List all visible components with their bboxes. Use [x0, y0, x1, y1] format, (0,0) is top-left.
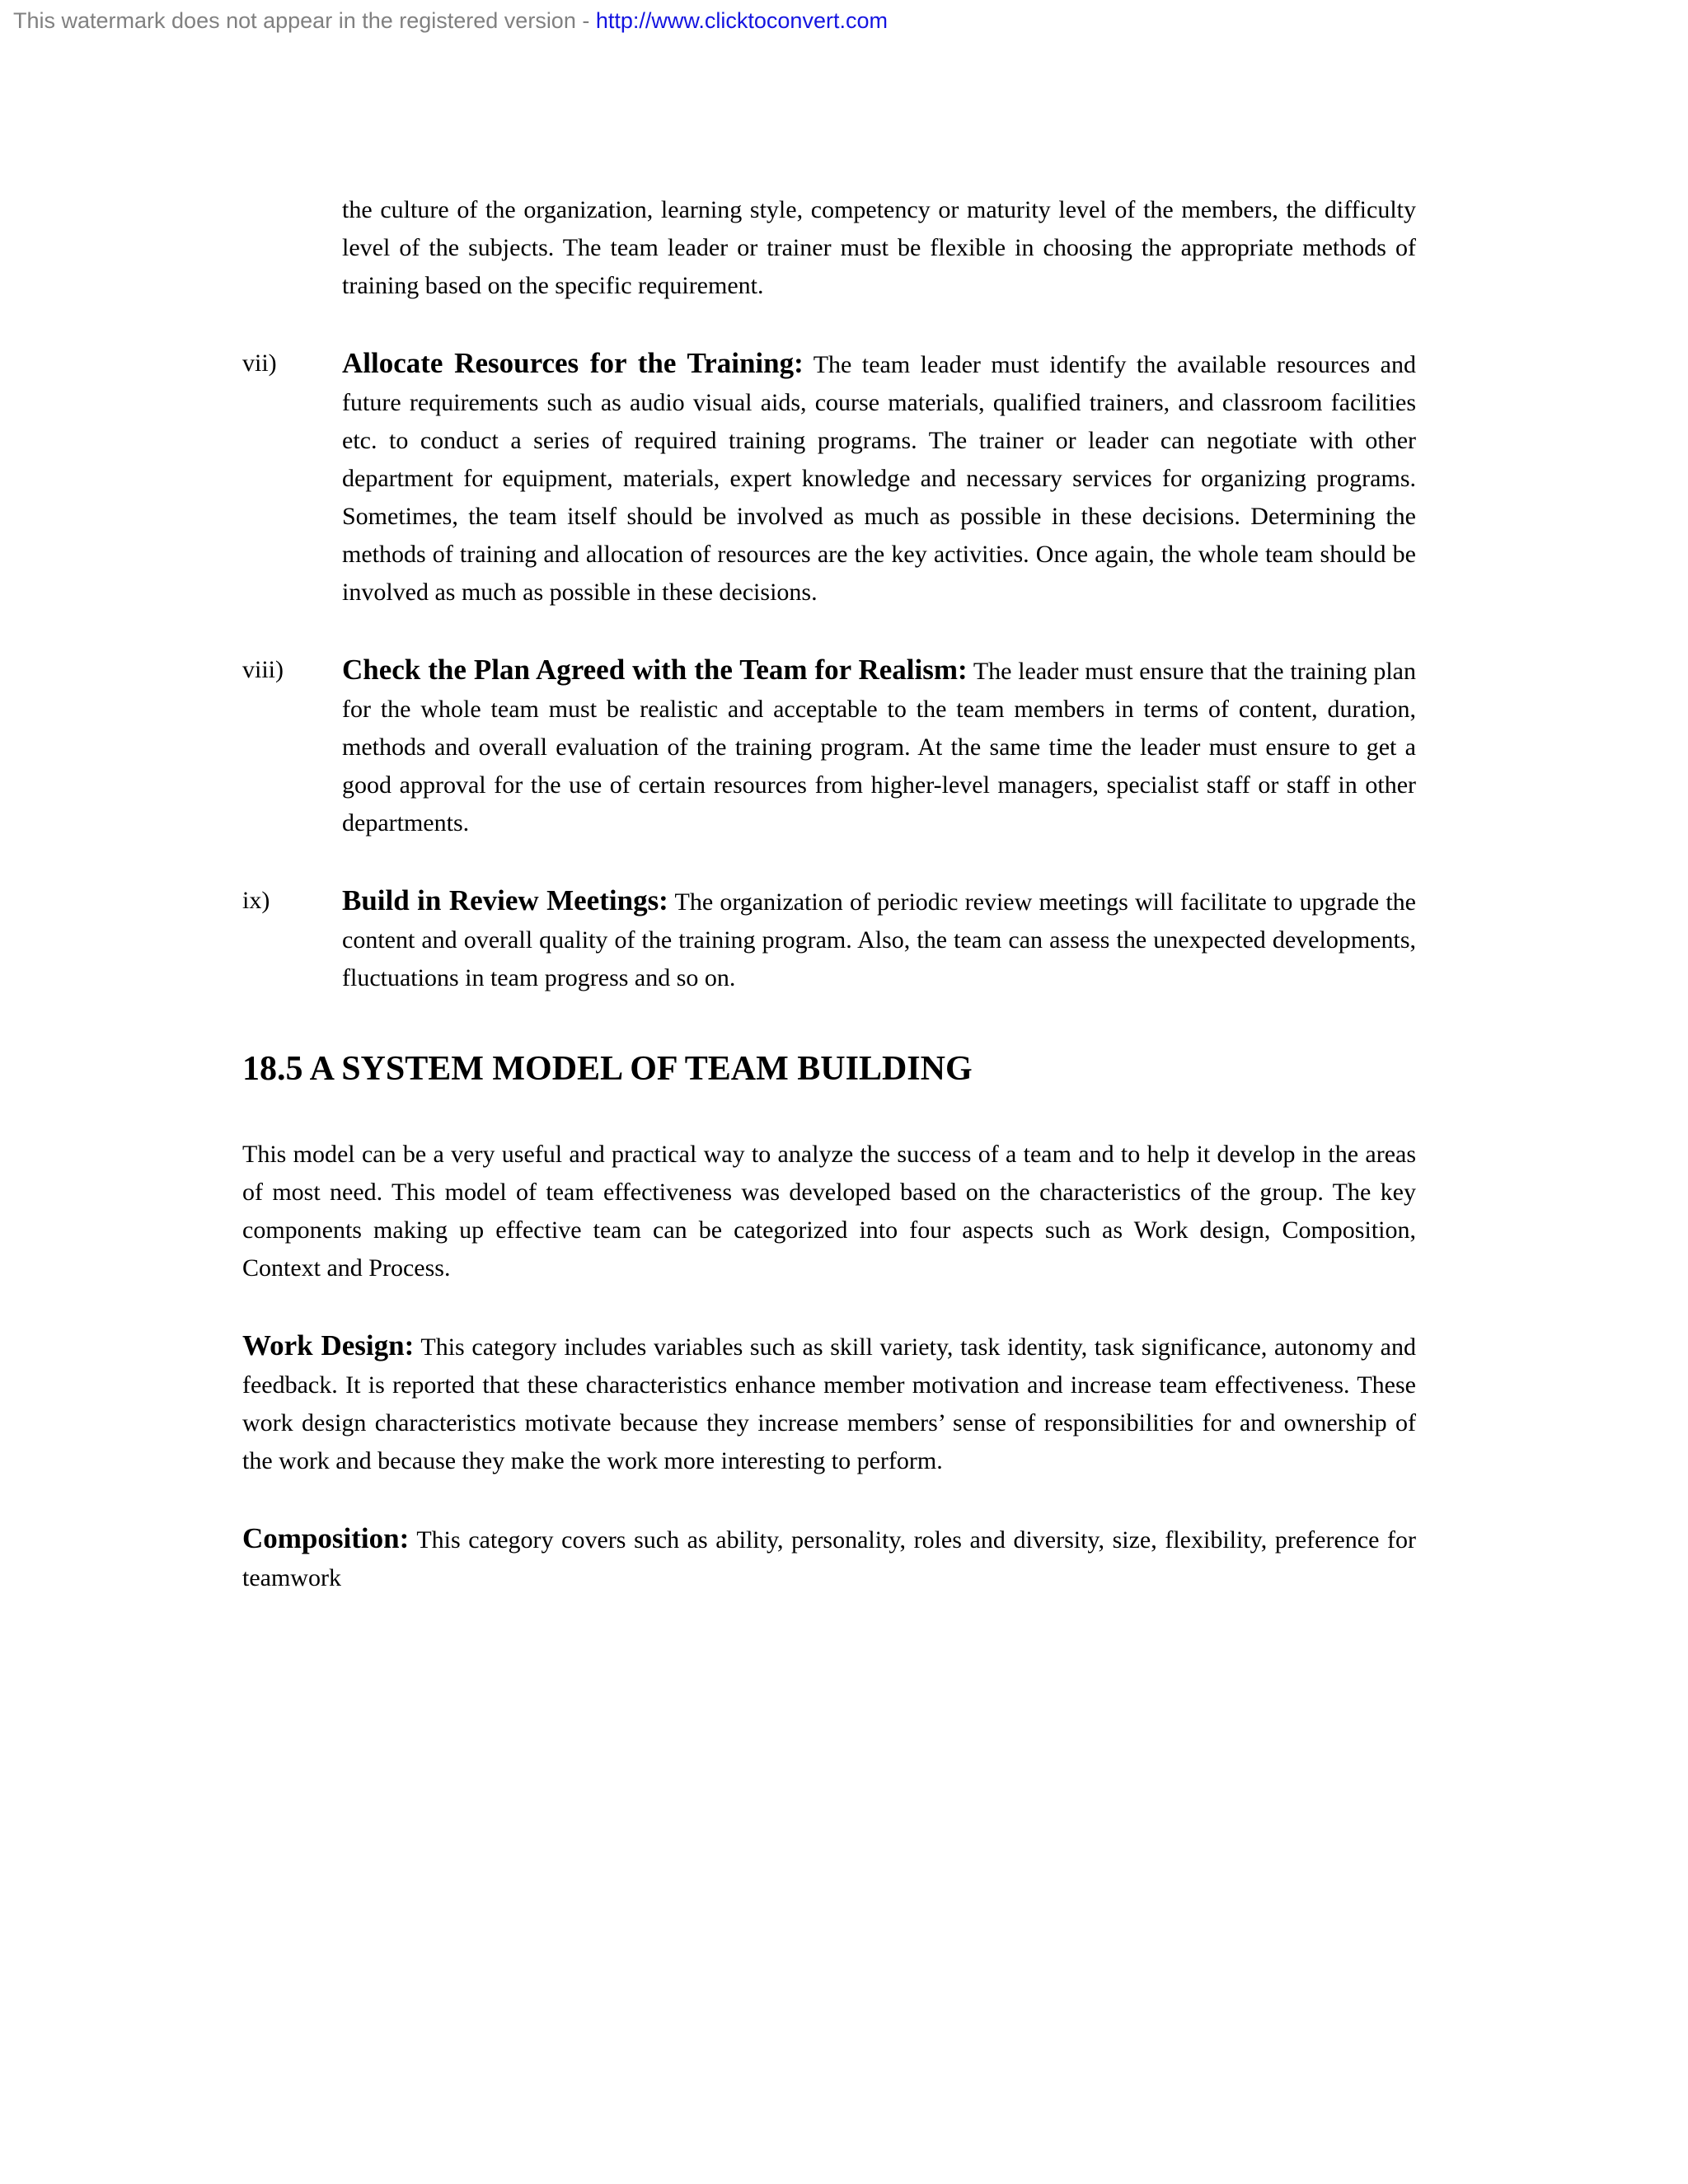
list-item-ix [242, 882, 1416, 997]
continuation-paragraph: the culture of the organization, learning style, competency or maturity level of the members, the difficulty level of the subjects. The team leader or trainer must be flexible in choosing the appropriate methods of training based on the specific requirement. [342, 196, 1416, 299]
subsection-body: This category includes variables such as skill variety, task identity, task significance, autonomy and feedback. It is reported that these characteristics enhance member motivation and increase team effectiveness. These work design characteristics motivate because they increase members’ sense of responsibilities for and ownership of the work and because they make the work more interesting to perform. [242, 1333, 1416, 1474]
subsection-title: Work Design: [242, 1329, 415, 1361]
subsection-body: This category covers such as ability, personality, roles and diversity, size, flexibility, preference for teamwork [242, 1526, 1416, 1591]
list-marker: viii) [242, 656, 284, 683]
list-item-body: The leader must ensure that the training plan for the whole team must be realistic and acceptable to the team members in terms of content, duration, methods and overall evaluation of the training program. At the same time the leader must ensure to get a good approval for the use of certain resources from higher-level managers, specialist staff or staff in other departments. [342, 658, 1416, 837]
list-item-vii [242, 344, 1416, 612]
watermark-text: This watermark does not appear in the registered version - [13, 8, 596, 33]
subsection-work-design [242, 1327, 1416, 1480]
list-item-title: Build in Review Meetings: [342, 884, 668, 916]
subsection-composition [242, 1520, 1416, 1597]
list-item-body: The organization of periodic review meetings will facilitate to upgrade the content and overall quality of the training program. Also, the team can assess the unexpected developments, fluctuations in team progress and so on. [342, 888, 1416, 991]
section-heading: 18.5 A SYSTEM MODEL OF TEAM BUILDING [242, 1050, 973, 1088]
list-item-viii [242, 651, 1416, 842]
list-marker: vii) [242, 349, 277, 377]
watermark-link[interactable]: http://www.clicktoconvert.com [595, 8, 888, 33]
list-item-title: Check the Plan Agreed with the Team for Realism: [342, 654, 968, 686]
list-item-title: Allocate Resources for the Training: [342, 347, 804, 379]
watermark-banner [13, 7, 888, 35]
section-intro-paragraph: This model can be a very useful and practical way to analyze the success of a team and to help it develop in the areas of most need. This model of team effectiveness was developed based on the characteristics of the group. The key components making up effective team can be categorized into four aspects such as Work design, Composition, Context and Process. [242, 1141, 1416, 1282]
list-marker: ix) [242, 887, 270, 914]
subsection-title: Composition: [242, 1522, 410, 1554]
list-item-body: The team leader must identify the available resources and future requirements such as audio visual aids, course materials, qualified trainers, and classroom facilities etc. to conduct a series of required training programs. The trainer or leader can negotiate with other department for equipment, materials, expert knowledge and necessary services for organizing programs. Sometimes, the team itself should be involved as much as possible in these decisions. Determining the methods of training and allocation of resources are the key activities. Once again, the whole team should be involved as much as possible in these decisions. [342, 351, 1416, 606]
page-content [242, 191, 1416, 1597]
